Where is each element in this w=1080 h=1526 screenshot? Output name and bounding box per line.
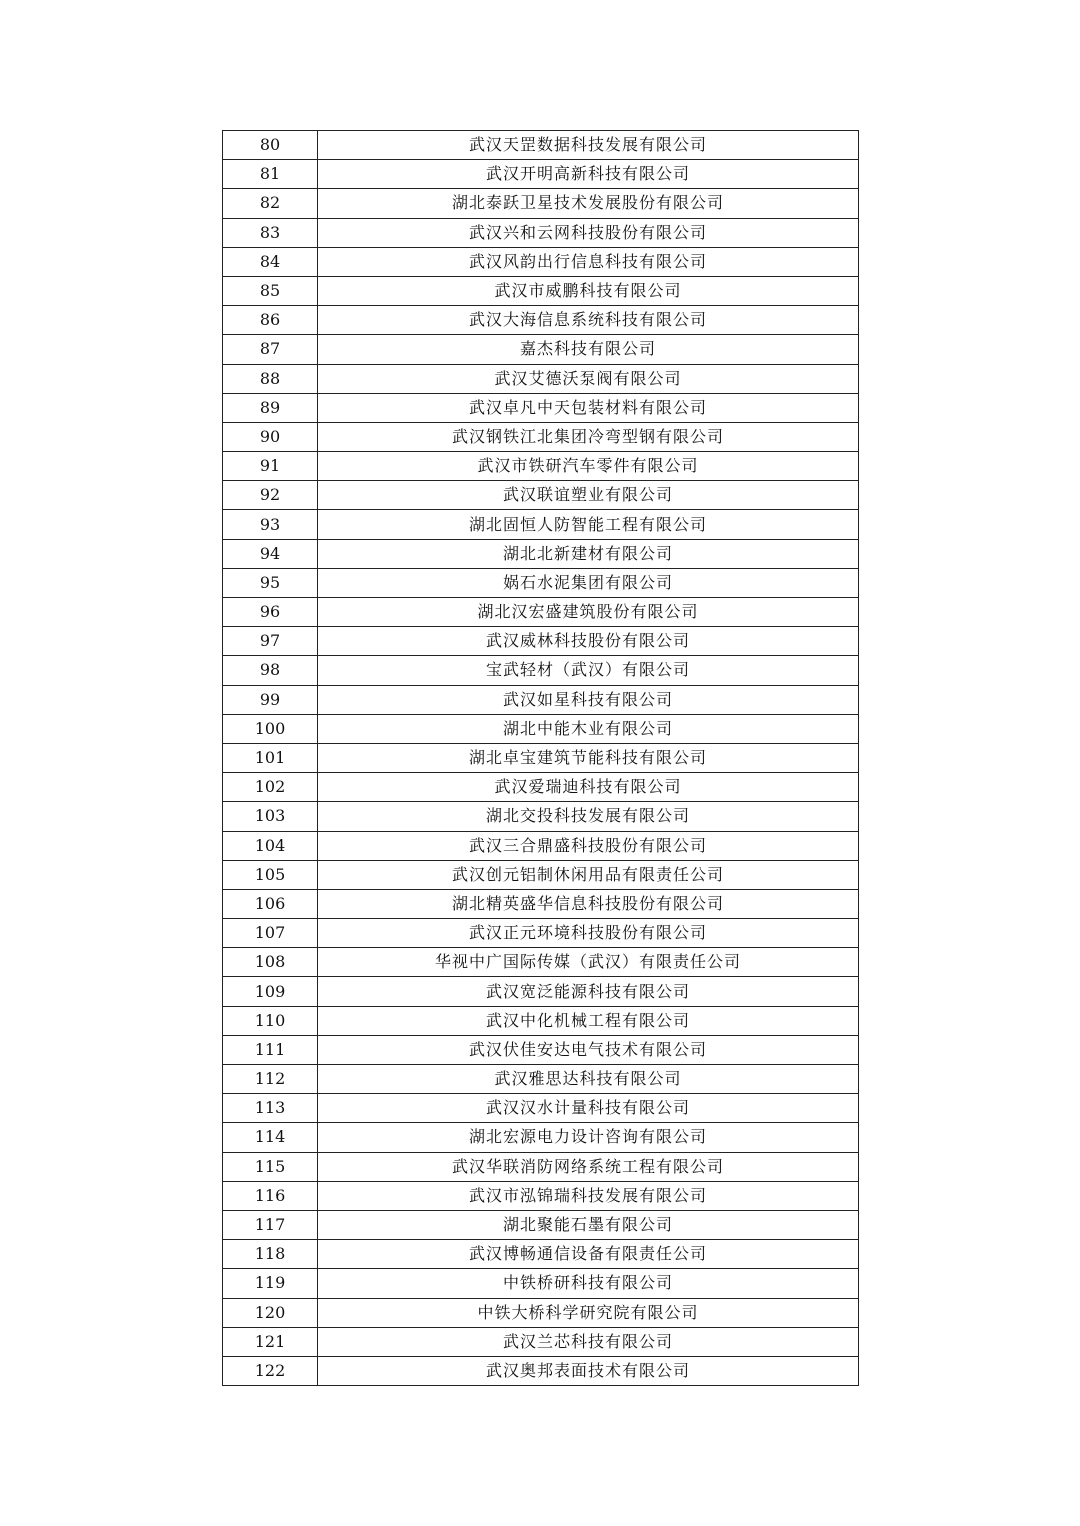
table-row bbox=[223, 131, 859, 160]
row-number-cell: 111 bbox=[223, 1035, 318, 1064]
company-name-cell: 武汉博畅通信设备有限责任公司 bbox=[318, 1240, 859, 1269]
company-name-cell: 武汉威林科技股份有限公司 bbox=[318, 627, 859, 656]
company-name-cell: 武汉联谊塑业有限公司 bbox=[318, 481, 859, 510]
table-row bbox=[223, 714, 859, 743]
row-number-cell: 100 bbox=[223, 714, 318, 743]
row-number-cell: 116 bbox=[223, 1181, 318, 1210]
table-row bbox=[223, 1006, 859, 1035]
table-row bbox=[223, 393, 859, 422]
table-row bbox=[223, 656, 859, 685]
row-number-cell: 93 bbox=[223, 510, 318, 539]
table-row bbox=[223, 364, 859, 393]
company-name-cell: 湖北泰跃卫星技术发展股份有限公司 bbox=[318, 189, 859, 218]
table-row bbox=[223, 685, 859, 714]
company-name-cell: 武汉伏佳安达电气技术有限公司 bbox=[318, 1035, 859, 1064]
row-number-cell: 108 bbox=[223, 948, 318, 977]
row-number-cell: 87 bbox=[223, 335, 318, 364]
row-number-cell: 113 bbox=[223, 1094, 318, 1123]
table-row bbox=[223, 160, 859, 189]
row-number-cell: 92 bbox=[223, 481, 318, 510]
table-row bbox=[223, 247, 859, 276]
company-name-cell: 湖北中能木业有限公司 bbox=[318, 714, 859, 743]
row-number-cell: 120 bbox=[223, 1298, 318, 1327]
company-list-table bbox=[222, 130, 859, 1386]
table-row bbox=[223, 1152, 859, 1181]
row-number-cell: 80 bbox=[223, 131, 318, 160]
table-row bbox=[223, 1240, 859, 1269]
company-name-cell: 中铁大桥科学研究院有限公司 bbox=[318, 1298, 859, 1327]
table-row bbox=[223, 948, 859, 977]
table-row bbox=[223, 1327, 859, 1356]
company-name-cell: 湖北北新建材有限公司 bbox=[318, 539, 859, 568]
company-name-cell: 武汉奥邦表面技术有限公司 bbox=[318, 1356, 859, 1385]
company-name-cell: 武汉钢铁江北集团冷弯型钢有限公司 bbox=[318, 422, 859, 451]
table-row bbox=[223, 452, 859, 481]
row-number-cell: 107 bbox=[223, 919, 318, 948]
company-name-cell: 武汉大海信息系统科技有限公司 bbox=[318, 306, 859, 335]
row-number-cell: 81 bbox=[223, 160, 318, 189]
company-list-body bbox=[223, 131, 859, 1386]
row-number-cell: 109 bbox=[223, 977, 318, 1006]
row-number-cell: 88 bbox=[223, 364, 318, 393]
company-name-cell: 湖北固恒人防智能工程有限公司 bbox=[318, 510, 859, 539]
row-number-cell: 117 bbox=[223, 1210, 318, 1239]
company-name-cell: 武汉风韵出行信息科技有限公司 bbox=[318, 247, 859, 276]
row-number-cell: 122 bbox=[223, 1356, 318, 1385]
table-row bbox=[223, 1181, 859, 1210]
company-name-cell: 武汉如星科技有限公司 bbox=[318, 685, 859, 714]
company-name-cell: 武汉中化机械工程有限公司 bbox=[318, 1006, 859, 1035]
company-name-cell: 武汉汉水计量科技有限公司 bbox=[318, 1094, 859, 1123]
table-row bbox=[223, 218, 859, 247]
row-number-cell: 98 bbox=[223, 656, 318, 685]
table-row bbox=[223, 1123, 859, 1152]
company-name-cell: 武汉天罡数据科技发展有限公司 bbox=[318, 131, 859, 160]
row-number-cell: 94 bbox=[223, 539, 318, 568]
company-name-cell: 武汉艾德沃泵阀有限公司 bbox=[318, 364, 859, 393]
company-name-cell: 湖北聚能石墨有限公司 bbox=[318, 1210, 859, 1239]
table-row bbox=[223, 568, 859, 597]
row-number-cell: 101 bbox=[223, 743, 318, 772]
company-name-cell: 湖北精英盛华信息科技股份有限公司 bbox=[318, 889, 859, 918]
row-number-cell: 89 bbox=[223, 393, 318, 422]
company-name-cell: 武汉市威鹏科技有限公司 bbox=[318, 276, 859, 305]
table-row bbox=[223, 510, 859, 539]
row-number-cell: 91 bbox=[223, 452, 318, 481]
company-name-cell: 湖北卓宝建筑节能科技有限公司 bbox=[318, 743, 859, 772]
table-row bbox=[223, 743, 859, 772]
row-number-cell: 102 bbox=[223, 773, 318, 802]
table-row bbox=[223, 422, 859, 451]
company-name-cell: 中铁桥研科技有限公司 bbox=[318, 1269, 859, 1298]
company-name-cell: 湖北汉宏盛建筑股份有限公司 bbox=[318, 598, 859, 627]
row-number-cell: 99 bbox=[223, 685, 318, 714]
company-name-cell: 湖北交投科技发展有限公司 bbox=[318, 802, 859, 831]
row-number-cell: 96 bbox=[223, 598, 318, 627]
table-row bbox=[223, 539, 859, 568]
company-name-cell: 湖北宏源电力设计咨询有限公司 bbox=[318, 1123, 859, 1152]
company-name-cell: 武汉宽泛能源科技有限公司 bbox=[318, 977, 859, 1006]
company-name-cell: 武汉兴和云网科技股份有限公司 bbox=[318, 218, 859, 247]
table-row bbox=[223, 1298, 859, 1327]
table-row bbox=[223, 276, 859, 305]
table-row bbox=[223, 189, 859, 218]
row-number-cell: 103 bbox=[223, 802, 318, 831]
row-number-cell: 112 bbox=[223, 1065, 318, 1094]
company-name-cell: 武汉创元铝制休闲用品有限责任公司 bbox=[318, 860, 859, 889]
table-row bbox=[223, 860, 859, 889]
company-name-cell: 武汉兰芯科技有限公司 bbox=[318, 1327, 859, 1356]
row-number-cell: 84 bbox=[223, 247, 318, 276]
company-name-cell: 武汉正元环境科技股份有限公司 bbox=[318, 919, 859, 948]
table-row bbox=[223, 977, 859, 1006]
table-row bbox=[223, 1269, 859, 1298]
company-name-cell: 武汉爱瑞迪科技有限公司 bbox=[318, 773, 859, 802]
table-row bbox=[223, 627, 859, 656]
table-row bbox=[223, 306, 859, 335]
table-row bbox=[223, 481, 859, 510]
row-number-cell: 119 bbox=[223, 1269, 318, 1298]
company-name-cell: 娲石水泥集团有限公司 bbox=[318, 568, 859, 597]
table-row bbox=[223, 1094, 859, 1123]
table-row bbox=[223, 335, 859, 364]
row-number-cell: 90 bbox=[223, 422, 318, 451]
table-row bbox=[223, 802, 859, 831]
row-number-cell: 104 bbox=[223, 831, 318, 860]
row-number-cell: 105 bbox=[223, 860, 318, 889]
table-row bbox=[223, 919, 859, 948]
row-number-cell: 110 bbox=[223, 1006, 318, 1035]
row-number-cell: 114 bbox=[223, 1123, 318, 1152]
table-row bbox=[223, 889, 859, 918]
company-name-cell: 武汉开明高新科技有限公司 bbox=[318, 160, 859, 189]
company-name-cell: 宝武轻材（武汉）有限公司 bbox=[318, 656, 859, 685]
row-number-cell: 97 bbox=[223, 627, 318, 656]
row-number-cell: 85 bbox=[223, 276, 318, 305]
company-name-cell: 武汉卓凡中天包装材料有限公司 bbox=[318, 393, 859, 422]
company-name-cell: 嘉杰科技有限公司 bbox=[318, 335, 859, 364]
row-number-cell: 83 bbox=[223, 218, 318, 247]
table-row bbox=[223, 831, 859, 860]
table-row bbox=[223, 1356, 859, 1385]
company-name-cell: 华视中广国际传媒（武汉）有限责任公司 bbox=[318, 948, 859, 977]
table-row bbox=[223, 1035, 859, 1064]
row-number-cell: 95 bbox=[223, 568, 318, 597]
table-row bbox=[223, 598, 859, 627]
company-name-cell: 武汉市泓锦瑞科技发展有限公司 bbox=[318, 1181, 859, 1210]
row-number-cell: 82 bbox=[223, 189, 318, 218]
row-number-cell: 115 bbox=[223, 1152, 318, 1181]
company-name-cell: 武汉华联消防网络系统工程有限公司 bbox=[318, 1152, 859, 1181]
row-number-cell: 86 bbox=[223, 306, 318, 335]
company-name-cell: 武汉市铁研汽车零件有限公司 bbox=[318, 452, 859, 481]
row-number-cell: 121 bbox=[223, 1327, 318, 1356]
row-number-cell: 118 bbox=[223, 1240, 318, 1269]
row-number-cell: 106 bbox=[223, 889, 318, 918]
company-name-cell: 武汉三合鼎盛科技股份有限公司 bbox=[318, 831, 859, 860]
table-row bbox=[223, 1210, 859, 1239]
table-row bbox=[223, 773, 859, 802]
company-name-cell: 武汉雅思达科技有限公司 bbox=[318, 1065, 859, 1094]
table-row bbox=[223, 1065, 859, 1094]
